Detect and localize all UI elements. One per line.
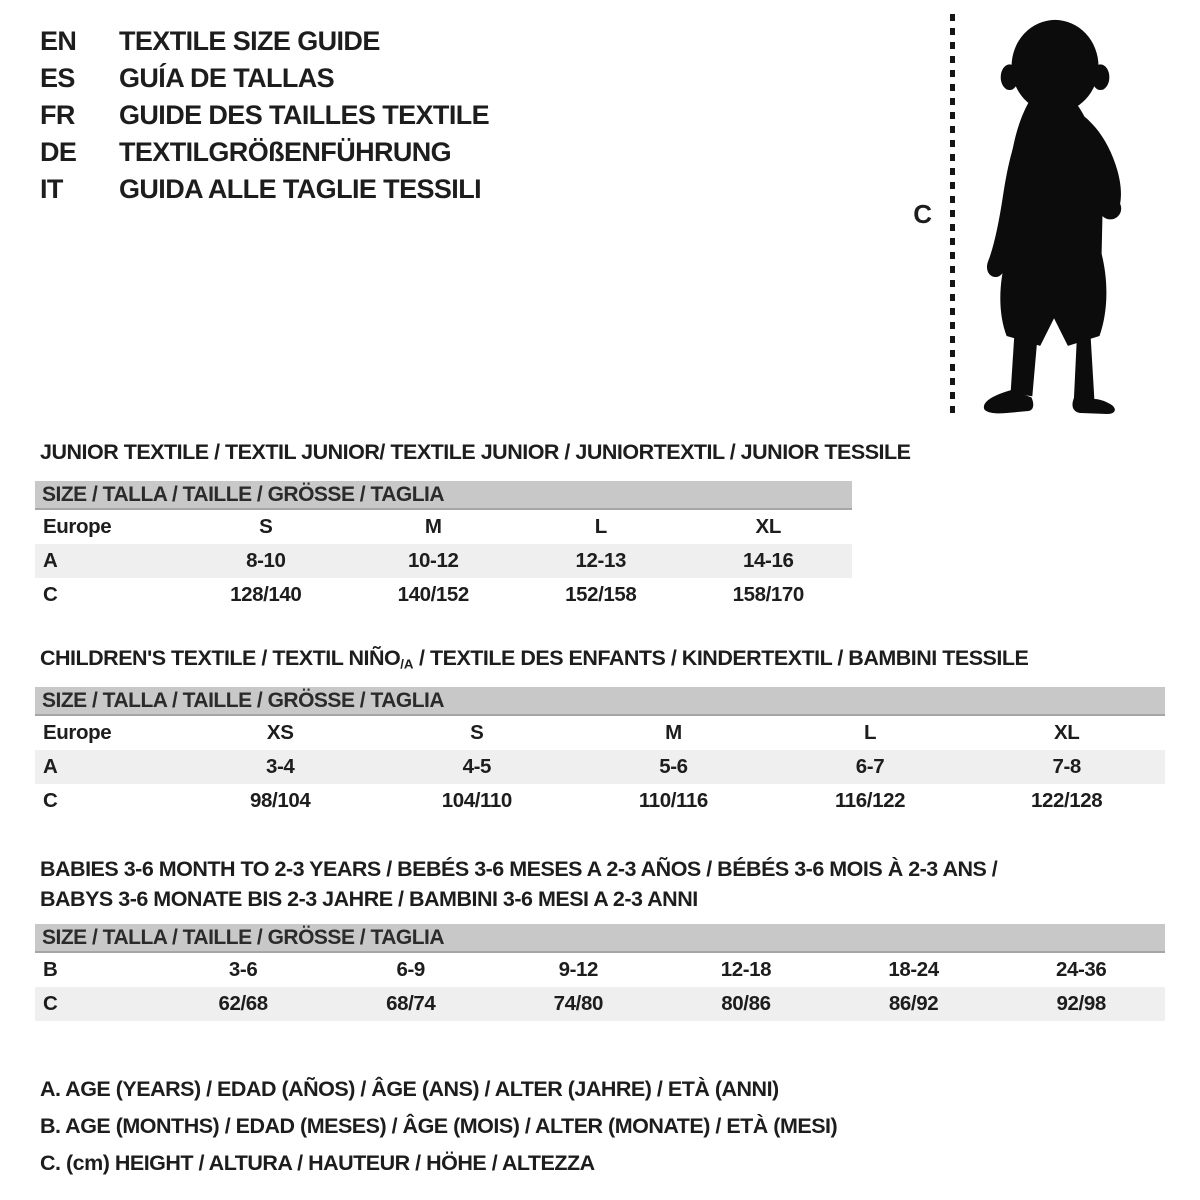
children-title-suffix: / TEXTILE DES ENFANTS / KINDERTEXTIL / BAMBINI TESSILE [413, 646, 1029, 670]
row-label-cell: B [43, 958, 58, 982]
height-measure-figure [913, 14, 1144, 414]
babies-title-line2: BABYS 3-6 MONATE BIS 2-3 JAHRE / BAMBINI 3-6 MESI A 2-3 ANNI [40, 887, 698, 912]
table-row-age [35, 750, 1165, 784]
language-code: ES [40, 63, 75, 93]
guide-title-fr: GUIDE DES TAILLES TEXTILE [119, 100, 490, 130]
junior-section-title: JUNIOR TEXTILE / TEXTIL JUNIOR/ TEXTILE JUNIOR / JUNIORTEXTIL / JUNIOR TESSILE [40, 440, 911, 464]
language-code: FR [40, 100, 75, 130]
size-cell: 92/98 [1056, 992, 1106, 1016]
language-code: EN [40, 26, 77, 56]
table-row-sizes [35, 510, 852, 544]
height-dashed-line [950, 14, 955, 414]
babies-section-title [40, 854, 1200, 914]
size-cell: 6-7 [855, 755, 885, 779]
size-cell: 8-10 [246, 549, 286, 572]
section-babies [0, 854, 1200, 1021]
size-cell: 10-12 [408, 549, 459, 572]
size-header-bar: SIZE / TALLA / TAILLE / GRÖSSE / TAGLIA [35, 481, 852, 510]
guide-title-en: TEXTILE SIZE GUIDE [119, 26, 380, 56]
size-header-bar: SIZE / TALLA / TAILLE / GRÖSSE / TAGLIA [35, 924, 1165, 953]
row-label-cell: A [43, 755, 58, 779]
size-cell: 6-9 [396, 958, 425, 982]
guide-title-it: GUIDA ALLE TAGLIE TESSILI [119, 174, 481, 204]
table-row-sizes [35, 716, 1165, 750]
region-label-cell: Europe [43, 721, 112, 745]
size-cell: 152/158 [565, 583, 637, 606]
column-header-cell: M [665, 721, 682, 745]
size-cell: 158/170 [732, 583, 804, 606]
height-measure-label: C [913, 198, 932, 229]
size-cell: 122/128 [1031, 789, 1103, 813]
size-cell: 140/152 [397, 583, 469, 606]
size-cell: 80/86 [721, 992, 771, 1016]
size-cell: 68/74 [386, 992, 436, 1016]
row-label-cell: C [43, 992, 58, 1016]
column-header-cell: XS [266, 721, 294, 745]
size-cell: 86/92 [888, 992, 939, 1016]
language-row-en [40, 26, 489, 63]
children-size-table [35, 687, 1165, 818]
row-label-cell: C [43, 583, 58, 606]
size-cell: 3-4 [265, 755, 295, 779]
size-cell: 12-13 [575, 549, 626, 572]
table-row-height [35, 578, 852, 612]
legend-line-c: C. (cm) HEIGHT / ALTURA / HAUTEUR / HÖHE / ALTEZZA [40, 1151, 595, 1176]
size-cell: 7-8 [1052, 755, 1081, 779]
size-cell: 3-6 [228, 958, 258, 982]
measure-legend [40, 1071, 1200, 1182]
children-section-title [40, 646, 1200, 671]
size-cell: 12-18 [720, 958, 772, 982]
size-cell: 14-16 [743, 549, 794, 572]
table-row-height [35, 784, 1165, 818]
size-cell: 104/110 [441, 789, 512, 813]
language-title-list [40, 26, 489, 211]
children-title-subscript: /A [400, 656, 414, 672]
column-header-cell: S [259, 515, 273, 538]
babies-title-line1: BABIES 3-6 MONTH TO 2-3 YEARS / BEBÉS 3-6 MESES A 2-3 AÑOS / BÉBÉS 3-6 MOIS À 2-3 ANS / [40, 857, 998, 882]
language-row-it [40, 174, 489, 211]
size-cell: 128/140 [230, 583, 302, 606]
size-cell: 62/68 [218, 992, 268, 1016]
guide-title-de: TEXTILGRÖßENFÜHRUNG [119, 137, 452, 167]
size-cell: 24-36 [1055, 958, 1107, 982]
column-header-cell: XL [1053, 721, 1080, 745]
header-area [0, 0, 1200, 432]
language-code: IT [40, 174, 63, 204]
language-row-de [40, 137, 489, 174]
legend-line-a: A. AGE (YEARS) / EDAD (AÑOS) / ÂGE (ANS) / ALTER (JAHRE) / ETÀ (ANNI) [40, 1077, 779, 1102]
language-row-fr [40, 100, 489, 137]
size-cell: 74/80 [553, 992, 603, 1016]
column-header-cell: XL [755, 515, 781, 538]
size-cell: 110/116 [638, 789, 708, 813]
language-code: DE [40, 137, 77, 167]
guide-title-es: GUÍA DE TALLAS [119, 63, 335, 93]
table-row-age [35, 544, 852, 578]
size-cell: 116/122 [834, 789, 906, 813]
size-cell: 5-6 [659, 755, 688, 779]
table-row-height [35, 987, 1165, 1021]
table-row-months [35, 953, 1165, 987]
region-label-cell: Europe [43, 515, 112, 538]
size-cell: 9-12 [558, 958, 599, 982]
row-label-cell: C [43, 789, 58, 813]
column-header-cell: L [594, 515, 607, 538]
babies-size-table [35, 924, 1165, 1021]
children-title-prefix: CHILDREN'S TEXTILE / TEXTIL NIÑO [40, 646, 401, 670]
section-children [0, 646, 1200, 818]
language-row-es [40, 63, 489, 100]
size-cell: 18-24 [888, 958, 939, 982]
column-header-cell: L [863, 721, 877, 745]
column-header-cell: S [470, 721, 484, 745]
size-header-bar: SIZE / TALLA / TAILLE / GRÖSSE / TAGLIA [35, 687, 1165, 716]
section-junior [0, 440, 1200, 612]
baby-toddler-silhouette-icon [971, 14, 1144, 414]
column-header-cell: M [424, 515, 442, 538]
size-cell: 4-5 [462, 755, 492, 779]
legend-line-b: B. AGE (MONTHS) / EDAD (MESES) / ÂGE (MOIS) / ALTER (MONATE) / ETÀ (MESI) [40, 1114, 838, 1139]
junior-size-table [35, 481, 852, 612]
row-label-cell: A [43, 549, 58, 572]
size-cell: 98/104 [250, 789, 311, 813]
